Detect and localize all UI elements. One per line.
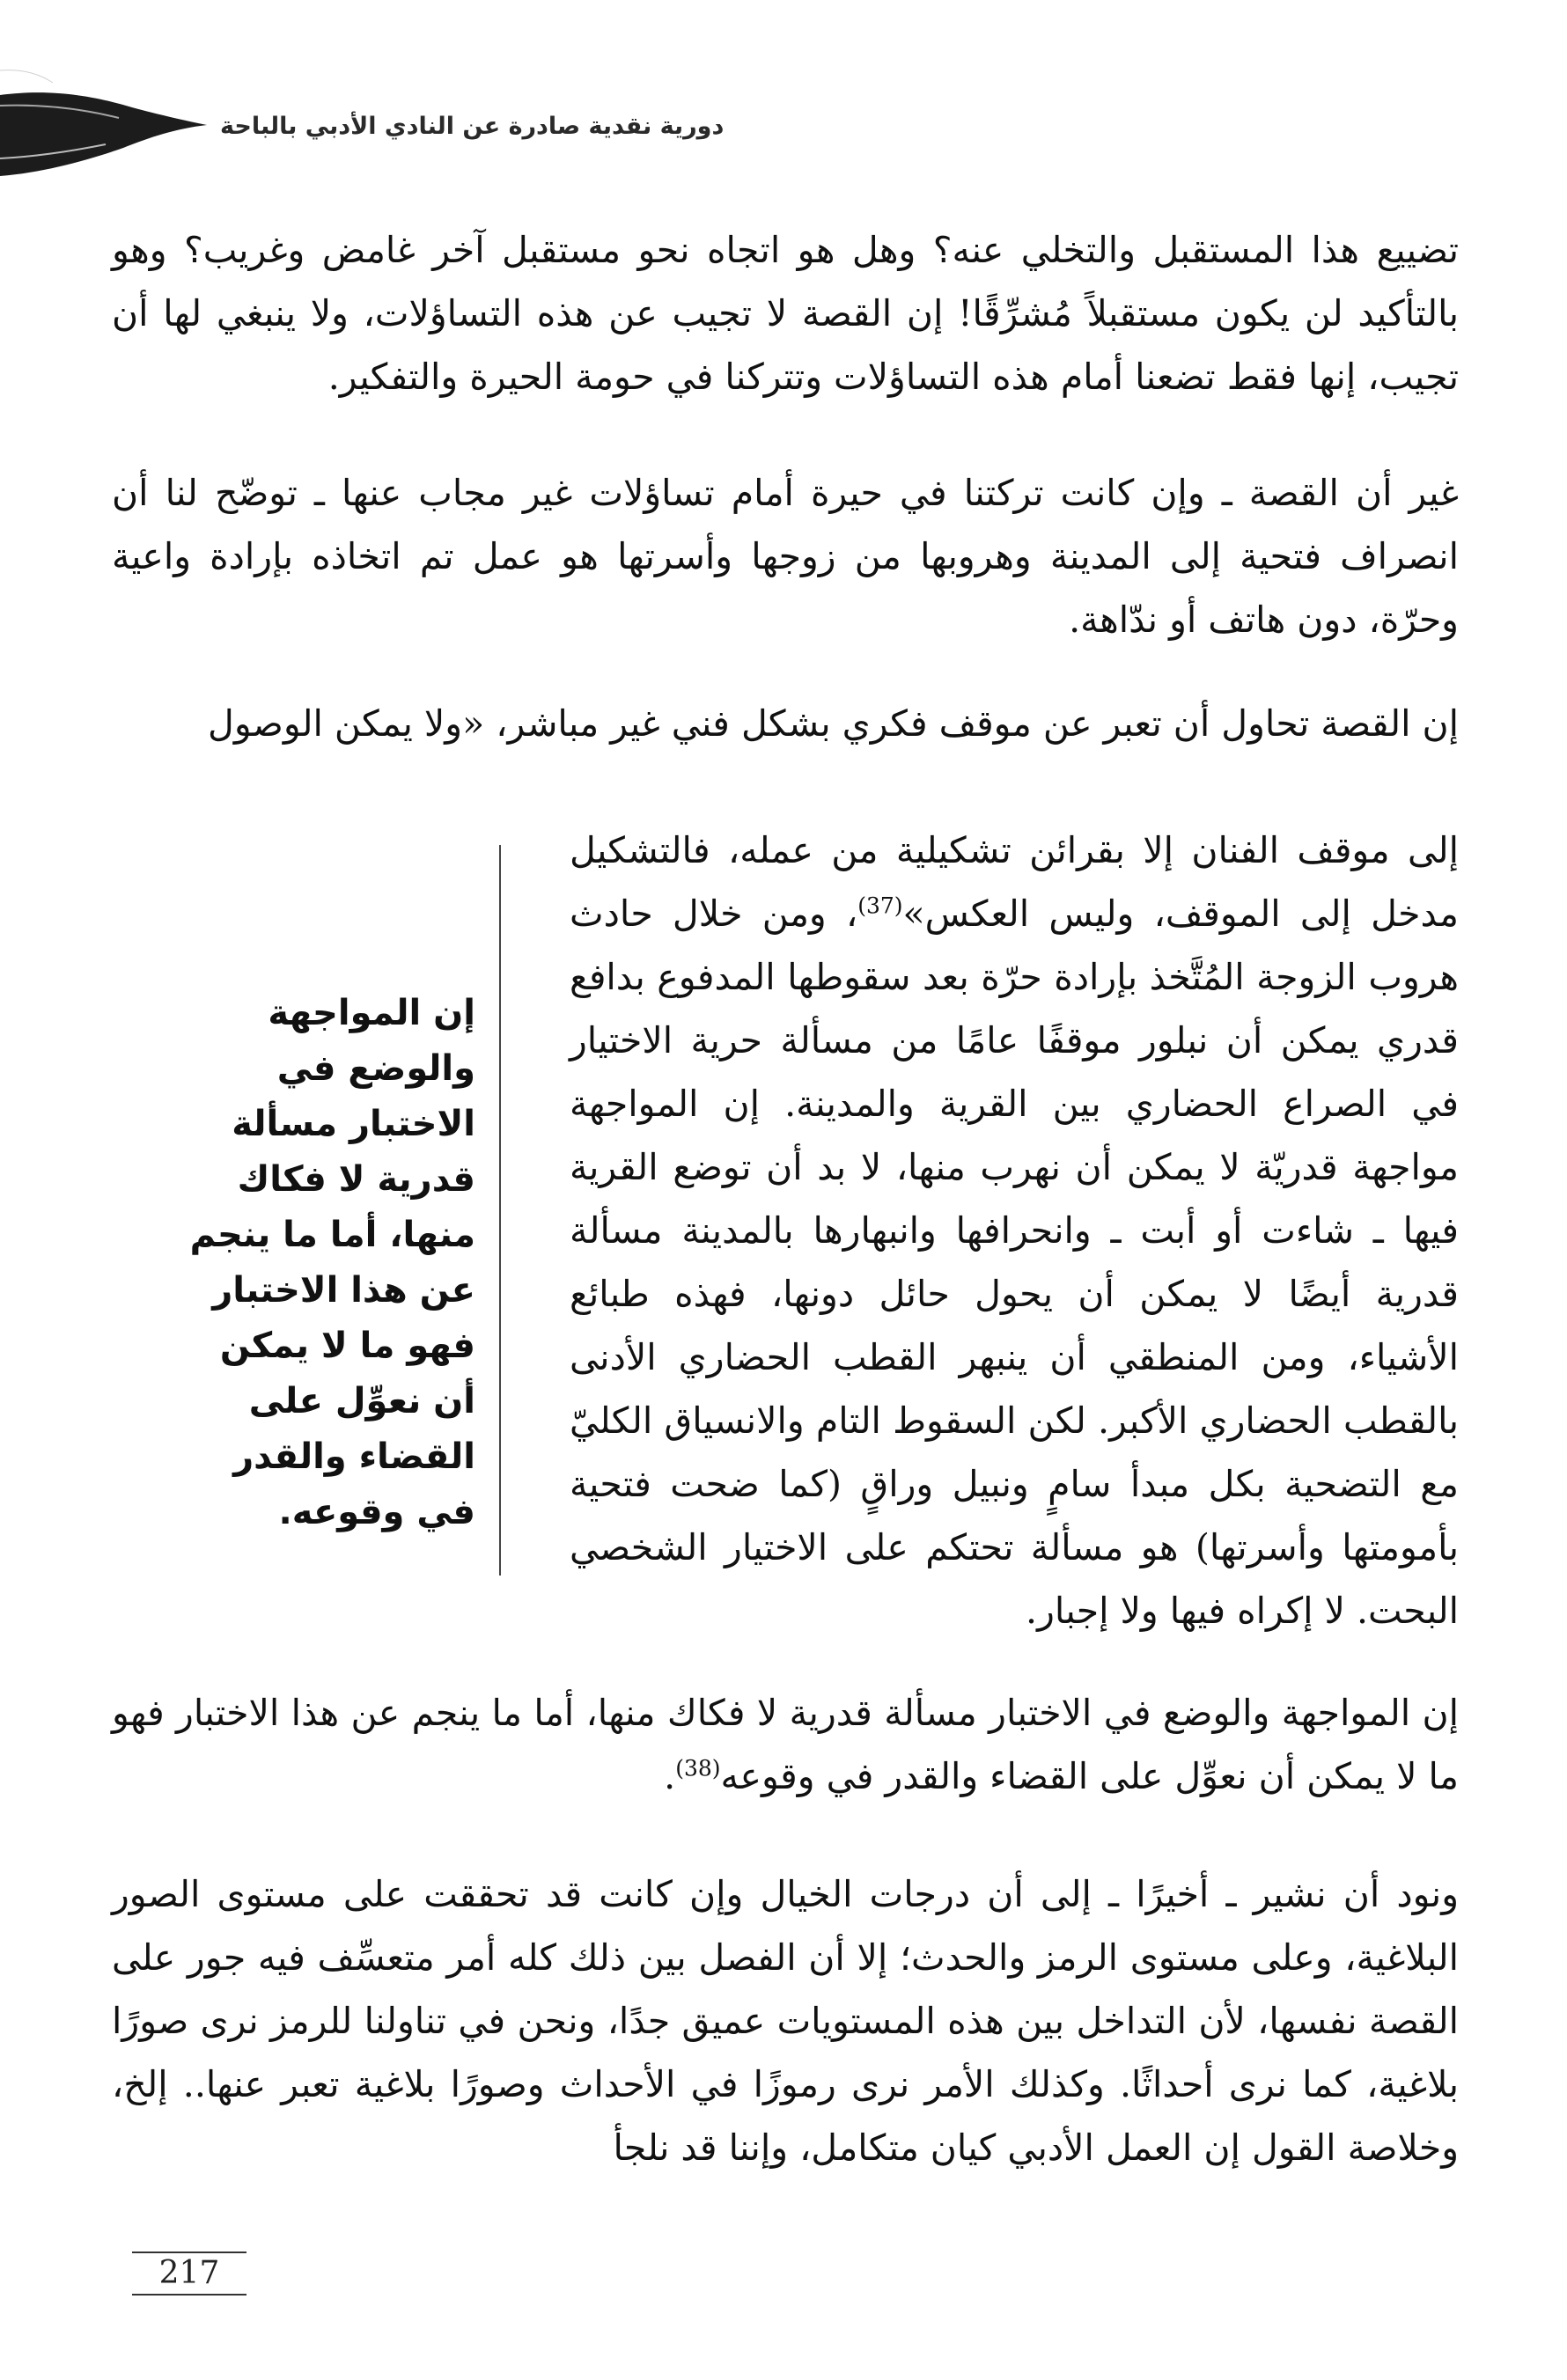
paragraph-4-text-before-ref: إن المواجهة والوضع في الاختبار مسألة قدرية لا فكاك منها، أما ما ينجم عن هذا الاختبار فهو ما لا يمكن أن نعوِّل على القضاء والقدر في وقوعه: [112, 1692, 1459, 1797]
paragraph-3-text-before-ref: إلى موقف الفنان إلا بقرائن تشكيلية من عمله، فالتشكيل مدخل إلى الموقف، وليس العكس»: [570, 829, 1460, 935]
paragraph-3-text-after-ref: ، ومن خلال حادث هروب الزوجة المُتَّخذ بإرادة حرّة بعد سقوطها المدفوع بدافع قدري يمكن أن نبلور موقفًا عامًا من مسألة حرية الاختيار في الصراع الحضاري بين القرية والمدينة. إن المواجهة مواجهة قدريّة لا يمكن أن نهرب منها، لا بد أن توضع القرية فيها ـ شاءت أو أبت ـ وانحرافها وانبهارها بالمدينة مسألة قدرية أيضًا لا يمكن أن يحول حائل دونها، فهذه طبائع الأشياء، ومن المنطقي أن ينبهر القطب الحضاري الأدنى بالقطب الحضاري الأكبر. لكن السقوط التام والانسياق الكليّ مع التضحية بكل مبدأ سامٍ ونبيل وراقٍ (كما ضحت فتحية بأمومتها وأسرتها) هو مسألة تحتكم على الاختيار الشخصي البحت. لا إكراه فيها ولا إجبار.: [570, 892, 1459, 1632]
footnote-ref-38: (38): [675, 1755, 721, 1781]
pull-quote-divider: [499, 845, 501, 1576]
running-header: دورية نقدية صادرة عن النادي الأدبي بالباحة: [220, 113, 725, 140]
page-number: 217: [158, 2255, 220, 2291]
body-paragraph-1: تضييع هذا المستقبل والتخلي عنه؟ وهل هو اتجاه نحو مستقبل آخر غامض وغريب؟ وهو بالتأكيد لن يكون مستقبلاً مُشرِّقًا! إن القصة لا تجيب عن هذه التساؤلات، ولا ينبغي لها أن تجيب، إنها فقط تضعنا أمام هذه التساؤلات وتتركنا في حومة الحيرة والتفكير.: [112, 229, 1459, 398]
body-paragraph-3-lead: إن القصة تحاول أن تعبر عن موقف فكري بشكل فني غير مباشر، «ولا يمكن الوصول: [208, 702, 1459, 745]
body-paragraph-4: [112, 1681, 1459, 1808]
header-ornament: [0, 53, 211, 194]
body-paragraph-3: [570, 819, 1459, 1642]
footnote-ref-37: (37): [857, 892, 903, 919]
page-number-rule-top: [132, 2251, 246, 2253]
pull-quote: إن المواجهة والوضع في الاختبار مسألة قدرية لا فكاك منها، أما ما ينجم عن هذا الاختبار فهو ما لا يمكن أن نعوِّل على القضاء والقدر في وقوعه.: [189, 993, 475, 1532]
page-number-rule-bottom: [132, 2294, 246, 2296]
body-paragraph-5: ونود أن نشير ـ أخيرًا ـ إلى أن درجات الخيال وإن كانت قد تحققت على مستوى الصور البلاغية، وعلى مستوى الرمز والحدث؛ إلا أن الفصل بين ذلك كله أمر متعسِّف فيه جور على القصة نفسها، لأن التداخل بين هذه المستويات عميق جدًا، ونحن في تناولنا للرمز نرى صورًا بلاغية، كما نرى أحداثًا. وكذلك الأمر نرى رموزًا في الأحداث وصورًا بلاغية تعبر عنها.. إلخ، وخلاصة القول إن العمل الأدبي كيان متكامل، وإننا قد نلجأ: [112, 1873, 1459, 2169]
body-paragraph-2: غير أن القصة ـ وإن كانت تركتنا في حيرة أمام تساؤلات غير مجاب عنها ـ توضّح لنا أن انصراف فتحية إلى المدينة وهروبها من زوجها وأسرتها هو عمل تم اتخاذه بإرادة واعية وحرّة، دون هاتف أو ندّاهة.: [112, 472, 1459, 641]
paragraph-4-text-after-ref: .: [664, 1755, 676, 1797]
